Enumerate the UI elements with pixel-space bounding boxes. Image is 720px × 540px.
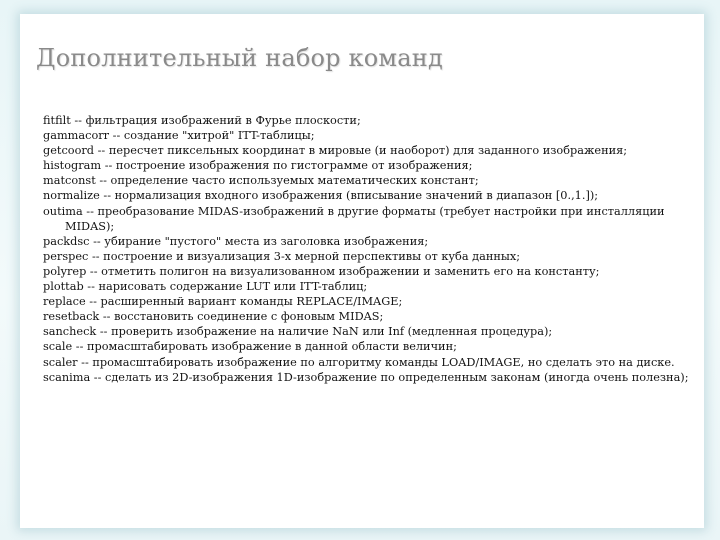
list-item: perspec -- построение и визуализация 3-х мерной перспективы от куба данных; xyxy=(43,249,521,263)
list-item: matconst -- определение часто используемых математических констант; xyxy=(43,174,479,188)
list-item: gammacorr -- создание "хитрой" ITT-таблицы; xyxy=(43,129,315,143)
list-item: plottab -- нарисовать содержание LUT или ITT-таблиц; xyxy=(43,280,368,294)
slide-title: Дополнительный набор команд xyxy=(36,44,443,72)
command-list xyxy=(43,113,693,385)
list-item: replace -- расширенный вариант команды REPLACE/IMAGE; xyxy=(43,295,403,309)
list-item: scale -- промасштабировать изображение в данной области величин; xyxy=(43,340,457,354)
list-item: outima -- преобразование MIDAS-изображений в другие форматы (требует настройки при инсталляции MIDAS); xyxy=(43,204,665,233)
list-item: scanima -- сделать из 2D-изображения 1D-изображение по определенным законам (иногда очень полезна); xyxy=(43,370,689,384)
list-item: scaler -- промасштабировать изображение по алгоритму команды LOAD/IMAGE, но сделать это на диске. xyxy=(43,355,675,369)
list-item: sancheck -- проверить изображение на наличие NaN или Inf (медленная процедура); xyxy=(43,325,553,339)
list-item: packdsc -- убирание "пустого" места из заголовка изображения; xyxy=(43,234,429,248)
list-item: polyrep -- отметить полигон на визуализованном изображении и заменить его на константу; xyxy=(43,264,600,278)
list-item: normalize -- нормализация входного изображения (вписывание значений в диапазон [0.,1.]); xyxy=(43,189,599,203)
list-item: getcoord -- пересчет пиксельных координат в мировые (и наоборот) для заданного изображения; xyxy=(43,144,628,158)
list-item: histogram -- построение изображения по гистограмме от изображения; xyxy=(43,159,473,173)
list-item: fitfilt -- фильтрация изображений в Фурье плоскости; xyxy=(43,114,361,127)
list-item: resetback -- восстановить соединение с фоновым MIDAS; xyxy=(43,310,384,324)
